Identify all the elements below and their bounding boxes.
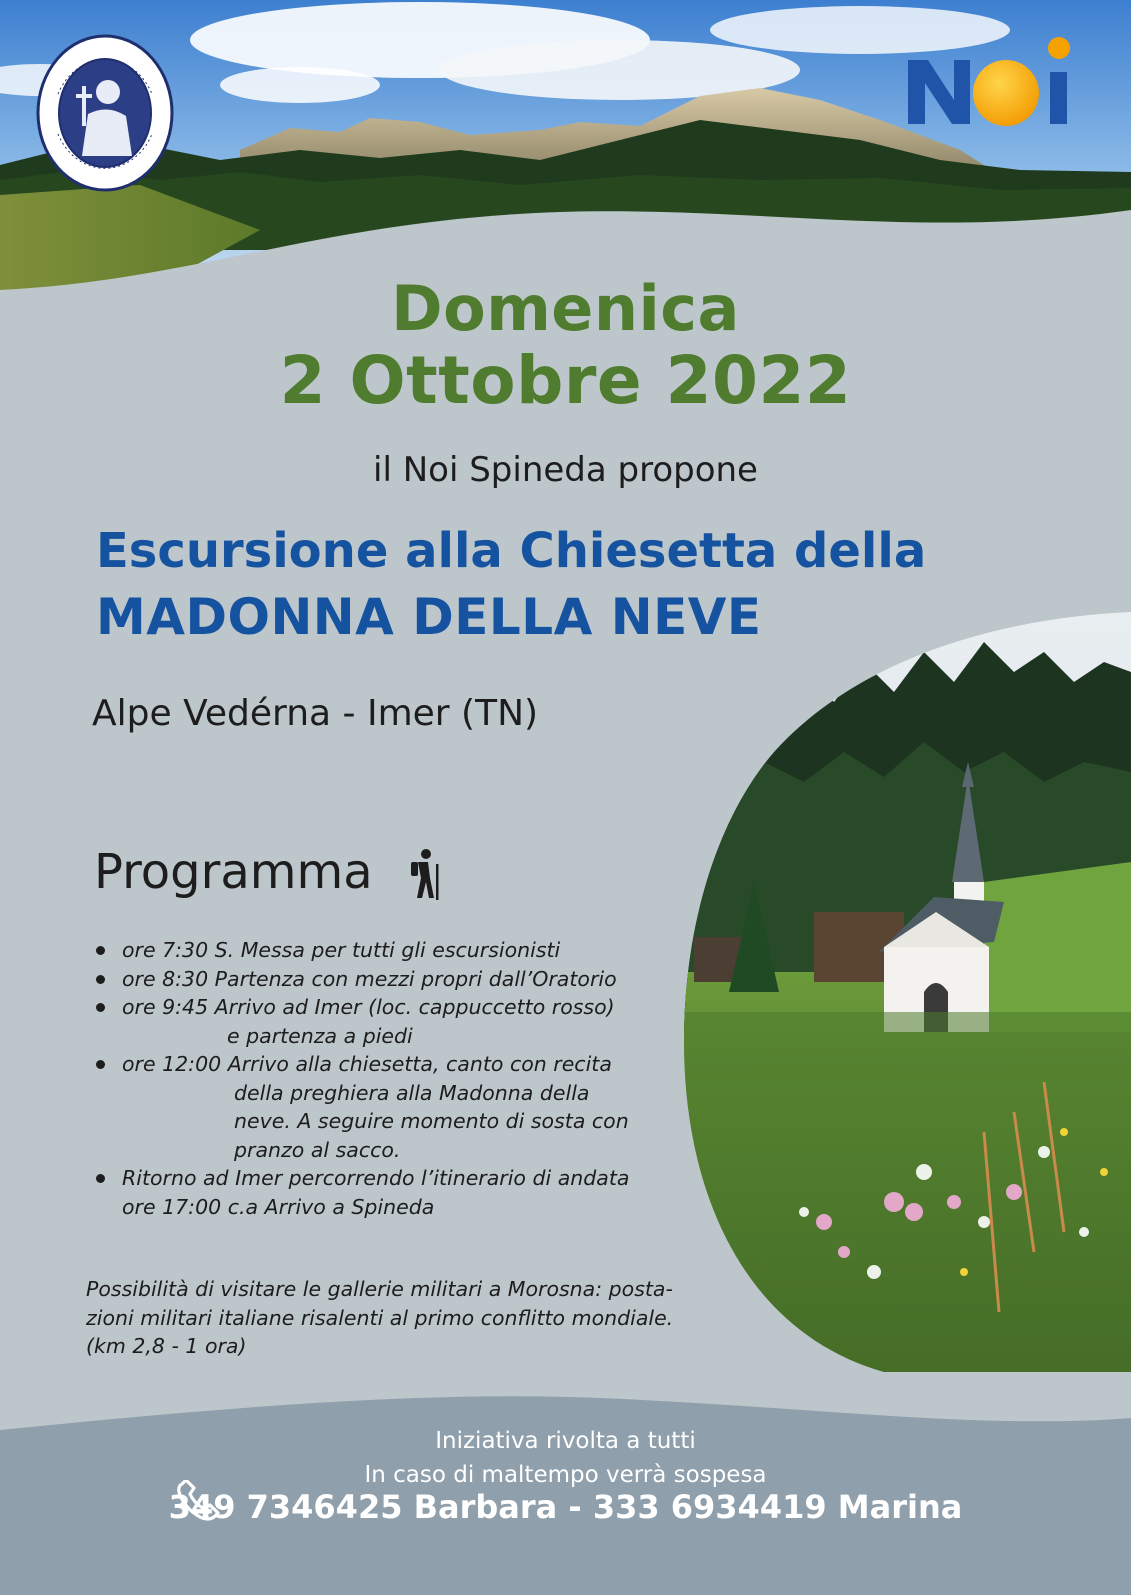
bullet-icon bbox=[96, 1060, 105, 1069]
note-line: (km 2,8 - 1 ora) bbox=[86, 1334, 247, 1358]
program-item-text: ore 12:00 Arrivo alla chiesetta, canto con recita bbox=[122, 1052, 612, 1076]
parish-seal-icon bbox=[36, 34, 174, 192]
program-heading: Programma bbox=[94, 844, 373, 900]
list-item bbox=[94, 1164, 694, 1221]
program-item-text: neve. A seguire momento di sosta con bbox=[234, 1109, 629, 1133]
gallery-note bbox=[86, 1275, 736, 1361]
event-headline-line-2: MADONNA DELLA NEVE bbox=[96, 588, 762, 646]
list-item bbox=[94, 1050, 694, 1164]
event-day: Domenica bbox=[391, 272, 740, 345]
program-item-text: pranzo al sacco. bbox=[234, 1137, 401, 1162]
bullet-icon bbox=[96, 1174, 105, 1183]
event-date: 2 Ottobre 2022 bbox=[279, 342, 852, 419]
program-item-text: ore 8:30 Partenza con mezzi propri dall’Oratorio bbox=[122, 966, 617, 991]
note-line: zioni militari italiane risalenti al primo conflitto mondiale. bbox=[86, 1305, 674, 1330]
event-location: Alpe Vedérna - Imer (TN) bbox=[92, 693, 539, 734]
list-item bbox=[94, 965, 694, 994]
program-item-text: della preghiera alla Madonna della bbox=[234, 1080, 590, 1105]
hiker-icon bbox=[408, 848, 444, 900]
bullet-icon bbox=[96, 975, 105, 984]
program-item-text: ore 9:45 Arrivo ad Imer (loc. cappuccetto rosso) bbox=[122, 995, 615, 1019]
list-item bbox=[94, 936, 694, 965]
footer-contacts: 349 7346425 Barbara - 333 6934419 Marina bbox=[168, 1488, 963, 1526]
list-item bbox=[94, 993, 694, 1050]
bullet-icon bbox=[96, 1003, 105, 1012]
footer-weather-note: In caso di maltempo verrà sospesa bbox=[364, 1462, 767, 1488]
program-list bbox=[94, 936, 694, 1221]
program-item-text: Ritorno ad Imer percorrendo l’itinerario di andata bbox=[122, 1166, 630, 1190]
note-line: Possibilità di visitare le gallerie militari a Morosna: posta- bbox=[86, 1277, 673, 1301]
footer-audience: Iniziativa rivolta a tutti bbox=[435, 1428, 696, 1454]
program-item-text: e partenza a piedi bbox=[227, 1023, 413, 1048]
church-meadow-photo bbox=[684, 612, 1131, 1372]
bullet-icon bbox=[96, 946, 105, 955]
noi-sun-logo bbox=[908, 36, 1090, 132]
program-item-text: ore 7:30 S. Messa per tutti gli escursionisti bbox=[122, 938, 561, 962]
event-headline-line-1: Escursione alla Chiesetta della bbox=[96, 523, 927, 579]
event-subtitle: il Noi Spineda propone bbox=[373, 450, 758, 490]
program-item-text: ore 17:00 c.a Arrivo a Spineda bbox=[122, 1194, 435, 1219]
